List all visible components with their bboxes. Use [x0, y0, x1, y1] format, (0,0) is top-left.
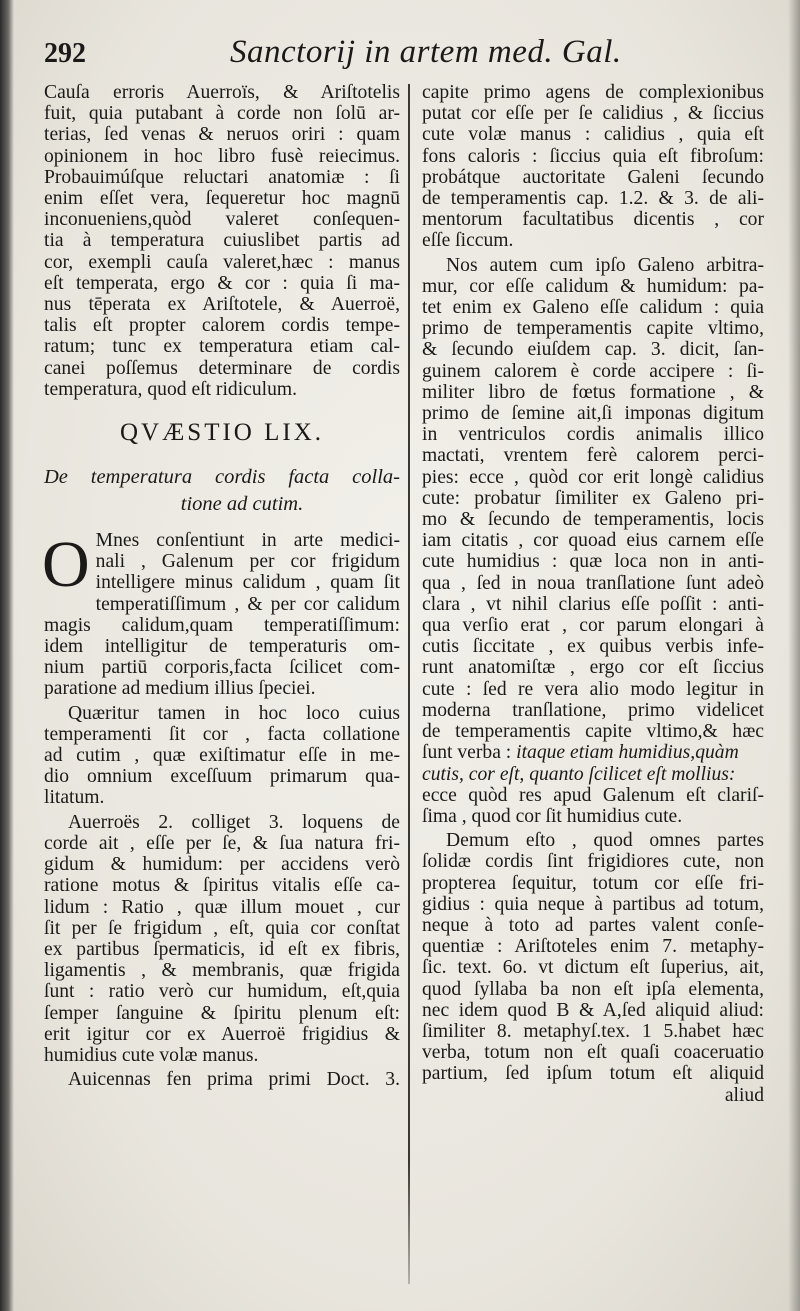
left-paragraph-3 — [44, 703, 400, 809]
text-line: litatum. — [44, 787, 105, 809]
left-column — [44, 82, 400, 1090]
text-line: cute : ſed re vera alio modo legitur in — [422, 678, 764, 700]
right-column — [422, 82, 764, 1106]
text-line: quod ſyllaba ba non eſt ipſa elementa, — [422, 978, 764, 1000]
text-line: guinem calorem è corde accipere : ſi- — [422, 360, 764, 382]
text-line: capite primo agens de complexionibus — [422, 82, 764, 103]
text-line: Demum eſto , quod omnes partes — [446, 830, 764, 852]
text-line: cute volæ manus : calidius , quia eſt — [422, 124, 764, 146]
text-line: Auerroës 2. colliget 3. loquens de — [68, 811, 400, 833]
text-line: partium, ſed ipſum totum eſt aliquid — [422, 1063, 764, 1085]
text-line: nali , Galenum per cor frigidum — [95, 551, 400, 573]
text-line: ligamentis , & membranis, quæ frigida — [44, 960, 400, 982]
text-line: primo de ſemine ait,ſi imponas digitum — [422, 403, 764, 425]
text-line: in ventriculos cordis animalis illico — [422, 424, 764, 446]
left-paragraph-4 — [44, 812, 400, 1066]
quoted-text: itaque etiam humidius,quàm — [516, 742, 739, 764]
text-line: fons caloris : ſiccius quia eſt fibroſum: — [422, 145, 764, 167]
text-line: militer libro de fœtus formatione , & — [422, 381, 764, 403]
text-line: mur, cor eſſe calidum & humidum: pa- — [422, 275, 764, 297]
question-title-line: tione ad cutim. — [180, 493, 304, 516]
text-line: primo de temperamentis capite vltimo, — [422, 318, 764, 340]
question-heading: QVÆSTIO LIX. — [119, 419, 325, 447]
quoted-text-line: cutis, cor eſt, quanto ſcilicet eſt mollius: — [422, 763, 736, 785]
text-line: paratione ad medium illius ſpeciei. — [44, 678, 316, 700]
page-number: 292 — [44, 38, 86, 69]
text-line: runt anatomiſtæ , ergo cor eſt ſiccius — [422, 657, 764, 679]
drop-cap: O — [42, 528, 90, 602]
text-line: lidum : Ratio , quæ illum mouet , cur — [44, 896, 400, 918]
text-line: gidum & humidum: per accidens verò — [44, 854, 400, 876]
text-line: Mnes conſentiunt in arte medici- — [95, 530, 400, 552]
text-line: opinionem in hoc libro fusè reiecimus. — [44, 145, 400, 167]
right-paragraph-2 — [422, 255, 764, 827]
text-line: ſunt : ratio verò cur humidum, eſt,quia — [44, 981, 400, 1003]
left-paragraph-2 — [44, 530, 400, 700]
text-line: temperatiſſimum , & per cor calidum — [95, 593, 400, 615]
text-line: tet enim ex Galeno eſſe calidum : quia — [422, 297, 764, 319]
text-line: ex partibus ſpermaticis, id eſt ex fibris, — [44, 938, 400, 960]
text-line: mentorum facultatibus dicentis , cor — [422, 209, 764, 231]
text-line: ecce quòd res apud Galenum eſt clariſ- — [422, 784, 764, 806]
text-line: nec idem quod B & A,ſed aliquid aliud: — [422, 999, 764, 1021]
spacer — [44, 518, 400, 530]
text-line: probátque auctoritate Galeni ſecundo — [422, 166, 764, 188]
text-line: erit igitur cor ex Auerroë frigidius & — [44, 1023, 400, 1045]
text-line: dio omnium exceſſuum primarum qua- — [44, 766, 400, 788]
text-line: magis calidum,quam temperatiſſimum: — [44, 614, 400, 636]
text-line: pies: ecce , quòd cor erit longè calidius — [422, 466, 764, 488]
text-line: mo & ſecundo de temperamentis, locis — [422, 509, 764, 531]
text-line: de temperamentis cap. 1.2. & 3. de ali- — [422, 188, 764, 210]
text-line: iam citatis , cor quoad eius carnem eſſe — [422, 530, 764, 552]
binding-shadow — [0, 0, 14, 1311]
text-line: de temperamentis capite vltimo,& hæc — [422, 721, 764, 743]
text-line: eſſe ſiccum. — [422, 230, 514, 252]
text-line: cor, exempli cauſa valeret,hæc : manus — [44, 251, 400, 273]
catchword: aliud — [724, 1084, 764, 1106]
text-line: cutis ſiccitate , ex quibus verbis infe- — [422, 636, 764, 658]
text-line: verba, totum non eſt quaſi coaceruatio — [422, 1042, 764, 1064]
text-line: Probauimúſque reluctari anatomiæ : ſi — [44, 166, 400, 188]
text-line: Cauſa erroris Auerroïs, & Ariſtotelis — [44, 82, 400, 103]
text-line: ſit per ſe frigidum , eſt, quia cor conſtat — [44, 917, 400, 939]
text-line: temperamenti ſit cor , facta collatione — [44, 723, 400, 745]
text-line: idem intelligitur de temperaturis om- — [44, 636, 400, 658]
text-line: fuit, quia putabant à corde non ſolū ar- — [44, 103, 400, 125]
text-line: terias, ſed venas & neruos oriri : quam — [44, 124, 400, 146]
column-divider — [408, 84, 410, 1284]
text-line: canei poſſemus determinare de cordis — [44, 357, 400, 379]
text-line: intelligere minus calidum , quam ſit — [95, 572, 400, 594]
page-header — [44, 30, 770, 78]
question-title — [44, 464, 400, 518]
left-paragraph-5 — [44, 1069, 400, 1090]
text-line: cute: probatur ſimiliter ex Galeno pri- — [422, 487, 764, 509]
text-line: propterea ſequitur, totum cor eſſe fri- — [422, 872, 764, 894]
text-line: enim eſſet vera, ſequeretur hoc magnū — [44, 188, 400, 210]
text-line: tia à temperatura cuiuslibet partis ad — [44, 230, 400, 252]
text-line: ſemper ſanguine & ſpiritu plenum eſt: — [44, 1002, 400, 1024]
text-line: eſt temperata, ergo & cor : quia ſi ma- — [44, 272, 400, 294]
text-line: cute humidius : quæ loca non in anti- — [422, 551, 764, 573]
right-paragraph-1 — [422, 82, 764, 252]
text-line: putat cor eſſe per ſe calidius , & ſiccius — [422, 103, 764, 125]
text-line: mactati, vrentem ferè calorem perci- — [422, 445, 764, 467]
text-line: Quæritur tamen in hoc loco cuius — [68, 702, 400, 724]
text-line: humidius cute volæ manus. — [44, 1044, 259, 1066]
text-line: qua , ſed in noua tranſlatione ſunt adeò — [422, 572, 764, 594]
right-paragraph-3 — [422, 830, 764, 1084]
text-line: ſic. text. 6o. vt dictum eſt ſuperius, ait, — [422, 957, 764, 979]
text-line: talis eſt propter calorem cordis tempe- — [44, 315, 400, 337]
text-line: clara , vt nihil clarius eſſe poſſit : anti- — [422, 593, 764, 615]
text-fragment: ſunt verba : — [422, 742, 517, 764]
text-line: Auicennas fen prima primi Doct. 3. — [68, 1069, 400, 1091]
text-line: nium partiū corporis,facta ſcilicet com- — [44, 657, 400, 679]
text-line: quentiæ : Ariſtoteles enim 7. metaphy- — [422, 936, 764, 958]
text-line — [422, 742, 764, 763]
text-line: ſima , quod cor ſit humidius cute. — [422, 805, 683, 827]
text-line: moderna tranſlatione, primo videlicet — [422, 699, 764, 721]
text-line: corde ait , eſſe per ſe, & ſua natura fri- — [44, 832, 400, 854]
text-line: & ſecundo eiuſdem cap. 3. dicit, ſan- — [422, 339, 764, 361]
text-line: ratum; tunc ex temperatura etiam cal- — [44, 336, 400, 358]
running-head: Sanctorij in artem med. Gal. — [230, 34, 622, 70]
text-line: nus tēperata ex Ariſtotele, & Auerroë, — [44, 294, 400, 316]
text-line: neque à toto ad partes valent conſe- — [422, 914, 764, 936]
question-title-line: De temperatura cordis facta colla- — [44, 466, 400, 489]
text-line: ad cutim , quæ exiſtimatur eſſe in me- — [44, 745, 400, 767]
text-line: ſimiliter 8. metaphyſ.tex. 1 5.habet hæc — [422, 1020, 764, 1042]
text-line: gidius : quia neque à partibus ad totum, — [422, 893, 764, 915]
text-line: temperatura, quod eſt ridiculum. — [44, 378, 298, 400]
page-edge-shadow — [788, 0, 800, 1311]
text-line: Nos autem cum ipſo Galeno arbitra- — [446, 254, 764, 276]
text-line: inconueniens,quòd valeret conſequen- — [44, 209, 400, 231]
text-line: ſolidæ cordis ſint frigidiores cute, non — [422, 851, 764, 873]
text-line: ratione motus & ſpiritus vitalis eſſe ca- — [44, 875, 400, 897]
text-line: qua verſio erat , cor parum elongari à — [422, 615, 764, 637]
left-paragraph-1 — [44, 82, 400, 400]
